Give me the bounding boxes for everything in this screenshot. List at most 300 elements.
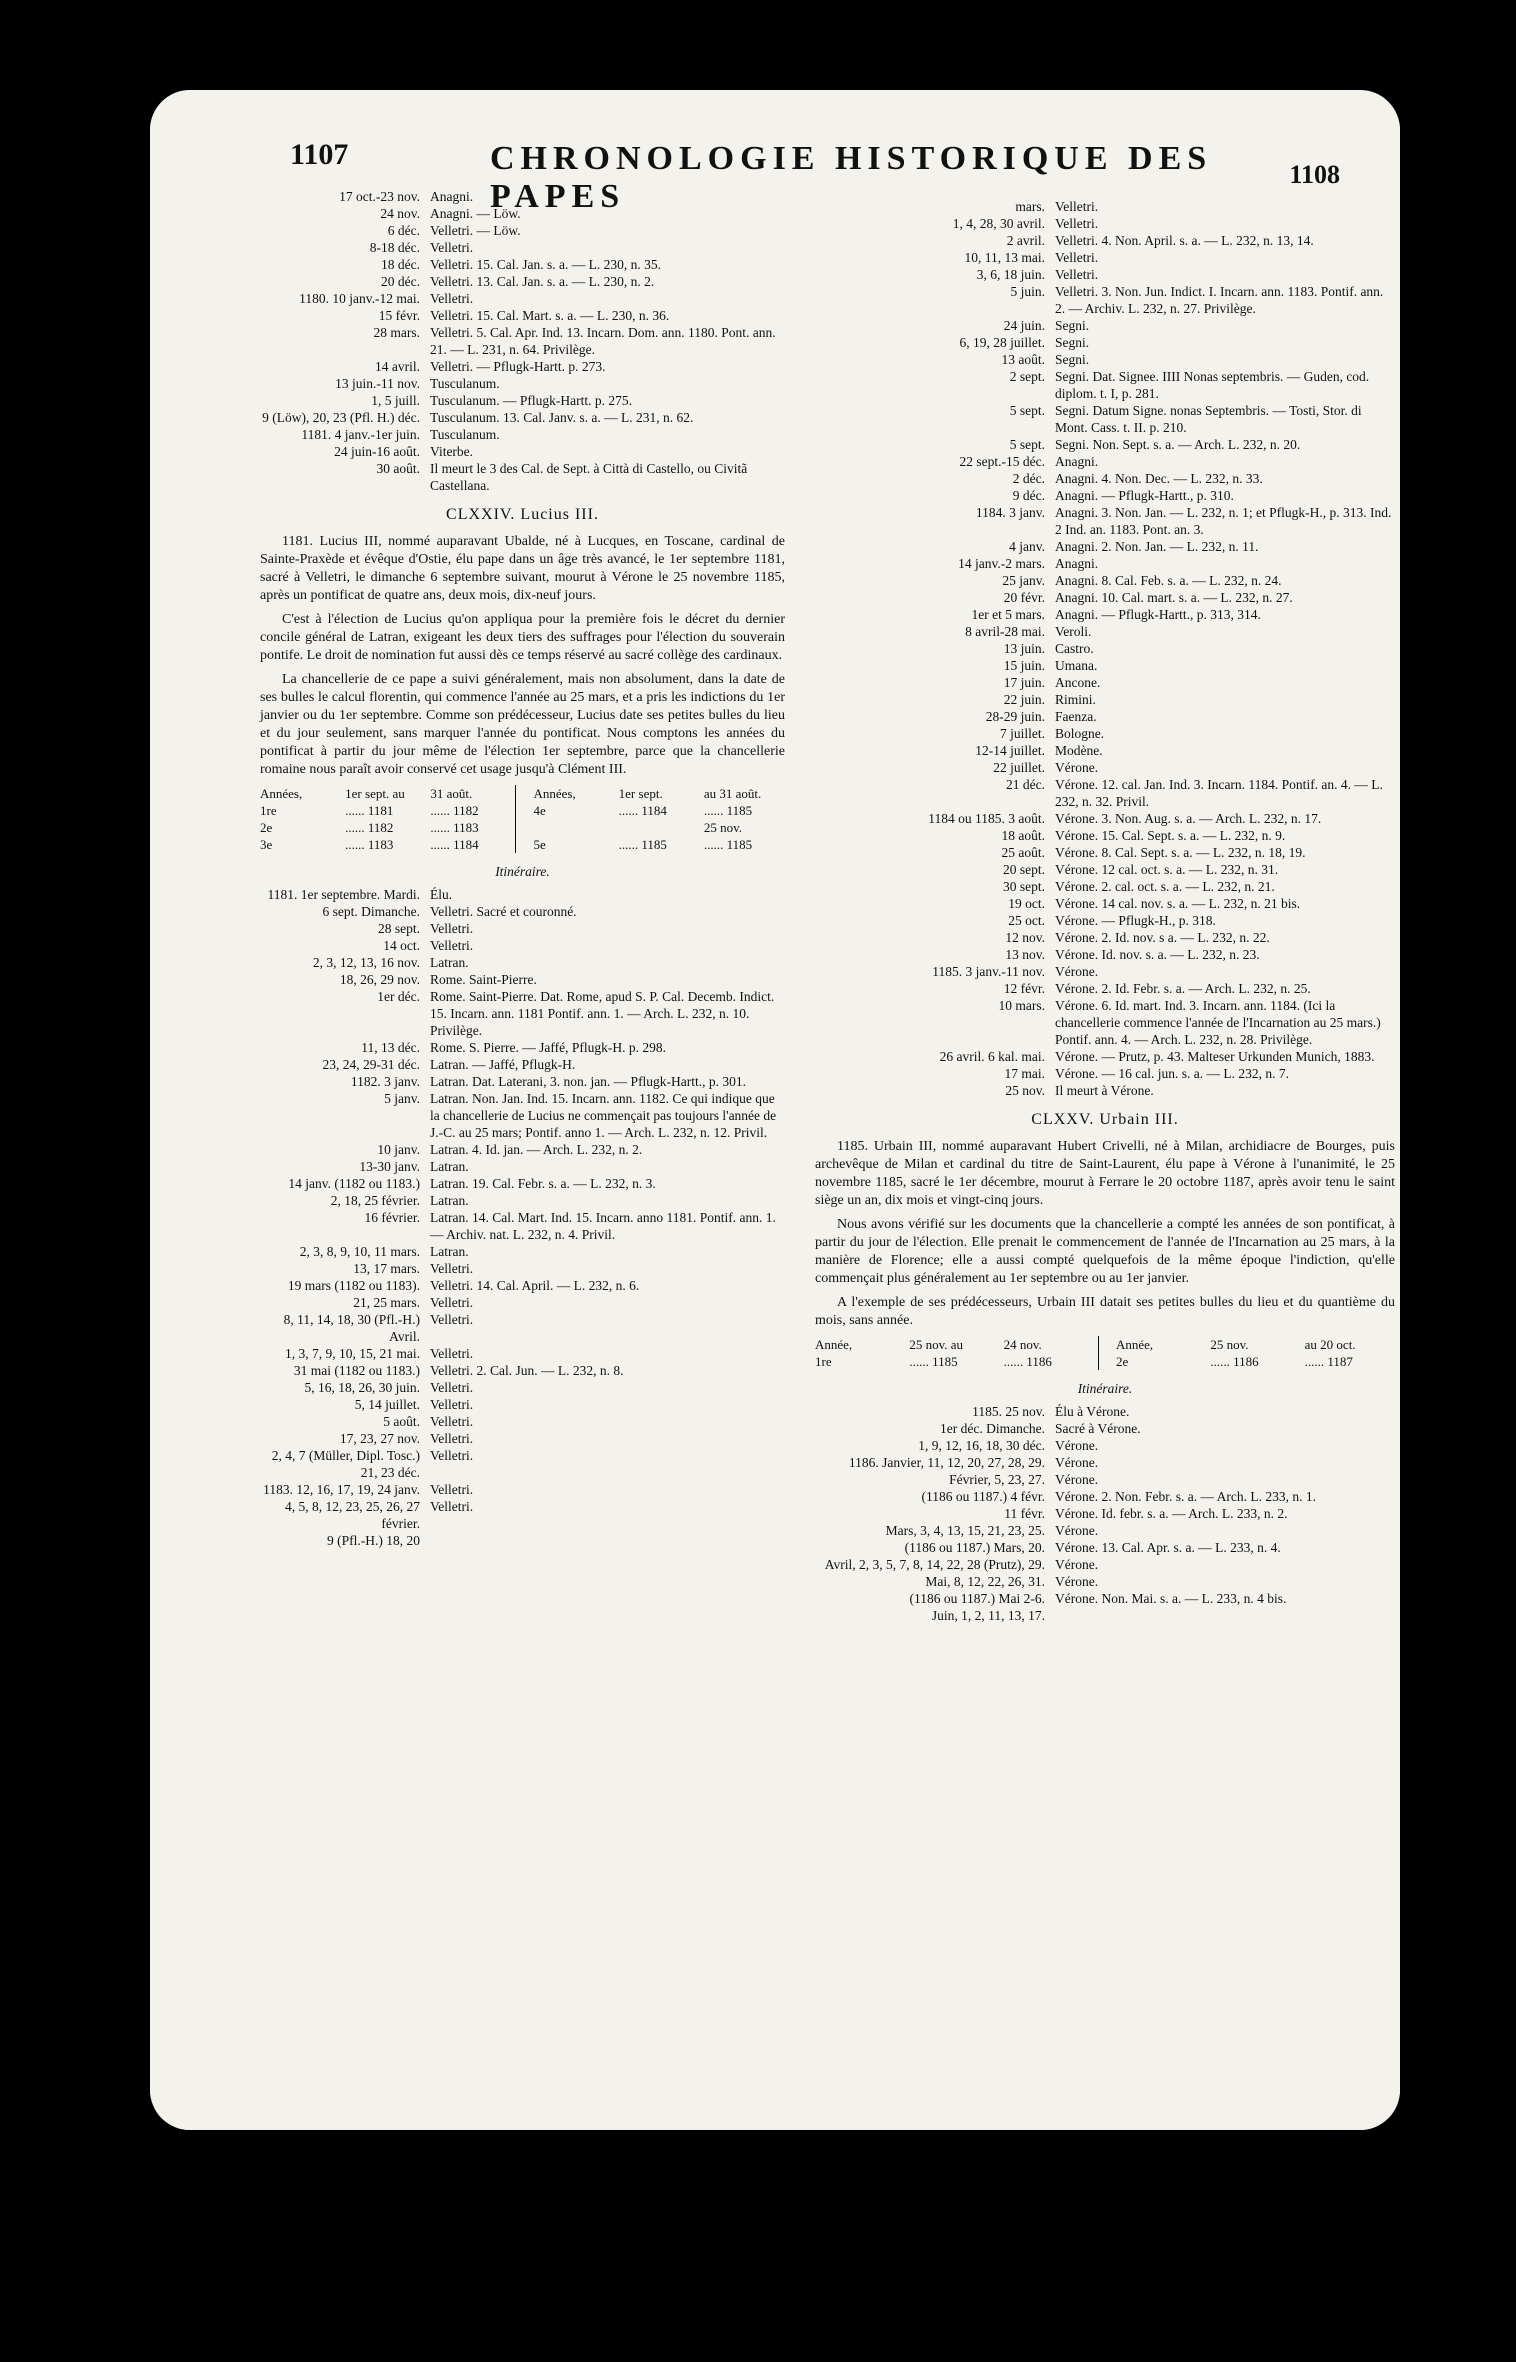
- table-cell: Année,: [1116, 1337, 1154, 1352]
- itinerary-row: [260, 1362, 785, 1379]
- entry-date: 22 sept.-15 déc.: [959, 454, 1045, 469]
- entry-place: Umana.: [1055, 658, 1098, 673]
- table-cell: 24 nov.: [1003, 1337, 1042, 1352]
- table-cell: ...... 1187: [1304, 1354, 1353, 1369]
- chronology-row: [815, 946, 1395, 963]
- chronology-row: [815, 232, 1395, 249]
- entry-date: 1180. 10 janv.-12 mai.: [299, 291, 420, 306]
- chronology-row: [815, 844, 1395, 861]
- entry-date: 10 janv.: [377, 1142, 420, 1157]
- entry-place: Latran. — Jaffé, Pflugk-H.: [430, 1057, 576, 1072]
- entry-place: Vérone. 13. Cal. Apr. s. a. — L. 233, n. 4.: [1055, 1540, 1281, 1555]
- entry-place: Vérone.: [1055, 1472, 1099, 1487]
- table-cell: 3e: [260, 837, 273, 852]
- entry-place: Anagni. — Pflugk-Hartt., p. 310.: [1055, 488, 1234, 503]
- itinerary-row: [260, 1277, 785, 1294]
- entry-place: Velletri.: [430, 1431, 474, 1446]
- entry-place: Velletri.: [430, 1295, 474, 1310]
- table-cell: au 31 août.: [703, 786, 762, 801]
- entry-date: 1184. 3 janv.: [975, 505, 1045, 520]
- entry-date: 1, 5 juill.: [371, 393, 420, 408]
- itinerary-row: [815, 1471, 1395, 1488]
- entry-place: Il meurt le 3 des Cal. de Sept. à Città di Castello, ou Civitã Castellana.: [430, 461, 748, 493]
- entry-place: [426, 1532, 785, 1549]
- entry-place: Velletri. 3. Non. Jun. Indict. I. Incarn. ann. 1183. Pontif. ann. 2. — Archiv. L. 232, n. 27. Privilège.: [1055, 284, 1384, 316]
- chronology-row: [260, 409, 785, 426]
- itinerary-row: [260, 971, 785, 988]
- entry-place: Velletri.: [1055, 199, 1099, 214]
- entry-place: Velletri.: [1055, 250, 1099, 265]
- entry-date: 5 août.: [383, 1414, 420, 1429]
- entry-date: 28 sept.: [378, 921, 420, 936]
- entry-date: 16 février.: [364, 1210, 420, 1225]
- table-cell: 5e: [533, 837, 546, 852]
- table-cell: ...... 1185: [618, 837, 667, 852]
- chronology-row: [815, 402, 1395, 436]
- table-cell: 25 nov.: [703, 820, 742, 835]
- entry-date: 28-29 juin.: [985, 709, 1045, 724]
- entry-place: Anagni.: [430, 189, 474, 204]
- entry-date: 1, 9, 12, 16, 18, 30 déc.: [918, 1438, 1045, 1453]
- chronology-row: [260, 375, 785, 392]
- entry-place: Velletri. 14. Cal. April. — L. 232, n. 6.: [430, 1278, 640, 1293]
- itinerary-row: [260, 1396, 785, 1413]
- table-cell: ...... 1184: [430, 837, 479, 852]
- entry-place: Élu à Vérone.: [1055, 1404, 1130, 1419]
- itinerary-row: [815, 1556, 1395, 1573]
- entry-place: Anagni. 4. Non. Dec. — L. 232, n. 33.: [1055, 471, 1263, 486]
- entry-place: Vérone. 3. Non. Aug. s. a. — Arch. L. 232, n. 17.: [1055, 811, 1322, 826]
- itinerary-row: [260, 1090, 785, 1141]
- body-paragraph: A l'exemple de ses prédécesseurs, Urbain III datait ses petites bulles du lieu et du quantième du mois, sans année.: [815, 1295, 1395, 1328]
- itinerary-row: [260, 1447, 785, 1481]
- entry-place: Velletri. 2. Cal. Jun. — L. 232, n. 8.: [430, 1363, 624, 1378]
- entry-date: 2, 3, 12, 13, 16 nov.: [312, 955, 420, 970]
- entry-place: Vérone. 2. Id. Febr. s. a. — Arch. L. 232, n. 25.: [1055, 981, 1311, 996]
- chronology-row: [815, 776, 1395, 810]
- page-title: CHRONOLOGIE HISTORIQUE DES PAPES: [490, 140, 1213, 215]
- entry-date: 4 janv.: [1009, 539, 1045, 554]
- entry-date: 7 juillet.: [1000, 726, 1045, 741]
- entry-place: Rome. S. Pierre. — Jaffé, Pflugk-H. p. 298.: [430, 1040, 666, 1055]
- entry-date: 22 juillet.: [993, 760, 1045, 775]
- table-cell: ...... 1185: [909, 1354, 958, 1369]
- entry-date: 5 janv.: [384, 1091, 420, 1106]
- chronology-row: [815, 827, 1395, 844]
- right-itinerary-list: [815, 1403, 1395, 1624]
- entry-date: 2, 4, 7 (Müller, Dipl. Tosc.) 21, 23 déc.: [271, 1448, 420, 1480]
- chronology-row: [815, 317, 1395, 334]
- entry-place: Vérone. 12. cal. Jan. Ind. 3. Incarn. 1184. Pontif. an. 4. — L. 232, n. 32. Privil.: [1055, 777, 1383, 809]
- chronology-row: [260, 392, 785, 409]
- chronology-row: [815, 504, 1395, 538]
- chronology-row: [815, 929, 1395, 946]
- entry-date: Juin, 1, 2, 11, 13, 17.: [931, 1608, 1045, 1623]
- chronology-row: [815, 997, 1395, 1048]
- itinerary-row: [260, 1413, 785, 1430]
- entry-place: Sacré à Vérone.: [1055, 1421, 1141, 1436]
- entry-date: Mai, 8, 12, 22, 26, 31.: [925, 1574, 1045, 1589]
- itinerary-row: [815, 1403, 1395, 1420]
- body-paragraph: 1185. Urbain III, nommé auparavant Hubert Crivelli, né à Milan, archidiacre de Bourges, puis archevêque de Milan et cardinal du titre de Saint-Laurent, élu pape à Vérone à l'unanimité, le 25 novembre 1185, sacré le 1er décembre, mourut à Ferrare le 20 octobre 1187, après avoir tenu le saint siège un an, dix mois et vingt-cinq jours.: [815, 1139, 1395, 1208]
- entry-date: 2 sept.: [1009, 369, 1045, 384]
- itinerary-row: [815, 1488, 1395, 1505]
- table-cell: Années,: [533, 786, 576, 801]
- entry-date: 9 (Löw), 20, 23 (Pfl. H.) déc.: [262, 410, 420, 425]
- entry-date: 1182. 3 janv.: [350, 1074, 420, 1089]
- chronology-row: [815, 589, 1395, 606]
- entry-date: 1er et 5 mars.: [971, 607, 1045, 622]
- entry-date: 6, 19, 28 juillet.: [959, 335, 1045, 350]
- entry-place: Bologne.: [1055, 726, 1105, 741]
- table-cell: ...... 1186: [1210, 1354, 1259, 1369]
- chronology-row: [260, 443, 785, 460]
- entry-date: 2, 18, 25 février.: [330, 1193, 420, 1208]
- entry-place: Anagni.: [1055, 454, 1099, 469]
- entry-date: 1er déc.: [377, 989, 420, 1004]
- chronology-row: [260, 460, 785, 494]
- chronology-row: [815, 249, 1395, 266]
- entry-date: 25 janv.: [1002, 573, 1045, 588]
- chronology-row: [260, 426, 785, 443]
- entry-place: Ancone.: [1055, 675, 1101, 690]
- chronology-row: [815, 436, 1395, 453]
- entry-place: Modène.: [1055, 743, 1103, 758]
- itinerary-row: [260, 1209, 785, 1243]
- itinerary-row: [260, 1294, 785, 1311]
- entry-date: 4, 5, 8, 12, 23, 25, 26, 27 février.: [285, 1499, 420, 1531]
- entry-place: Vérone.: [1055, 1523, 1099, 1538]
- entry-date: 15 févr.: [378, 308, 420, 323]
- chronology-row: [815, 538, 1395, 555]
- entry-date: 1181. 1er septembre. Mardi.: [267, 887, 420, 902]
- entry-place: Vérone. 2. Id. nov. s a. — L. 232, n. 22.: [1055, 930, 1270, 945]
- entry-place: Vérone. — Pflugk-H., p. 318.: [1055, 913, 1216, 928]
- entry-date: 20 sept.: [1003, 862, 1045, 877]
- chronology-row: [815, 640, 1395, 657]
- entry-place: Vérone. Id. febr. s. a. — Arch. L. 233, n. 2.: [1055, 1506, 1288, 1521]
- entry-place: Vérone. 12 cal. oct. s. a. — L. 232, n. 31.: [1055, 862, 1279, 877]
- entry-date: Mars, 3, 4, 13, 15, 21, 23, 25.: [885, 1523, 1045, 1538]
- chronology-row: [260, 222, 785, 239]
- itinerary-row: [260, 1498, 785, 1532]
- entry-date: 5 sept.: [1009, 437, 1045, 452]
- table-cell: 2e: [260, 820, 273, 835]
- entry-date: 25 août.: [1001, 845, 1045, 860]
- entry-date: 10 mars.: [998, 998, 1045, 1013]
- chronology-row: [815, 674, 1395, 691]
- entry-date: 13 nov.: [1005, 947, 1045, 962]
- entry-date: 1186. Janvier, 11, 12, 20, 27, 28, 29.: [848, 1455, 1045, 1470]
- itinerary-row: [260, 1345, 785, 1362]
- entry-date: 23, 24, 29-31 déc.: [322, 1057, 420, 1072]
- entry-date: 1185. 3 janv.-11 nov.: [932, 964, 1045, 979]
- entry-date: 13 juin.-11 nov.: [335, 376, 420, 391]
- entry-date: 1181. 4 janv.-1er juin.: [301, 427, 420, 442]
- chronology-row: [260, 205, 785, 222]
- entry-date: 1er déc. Dimanche.: [940, 1421, 1045, 1436]
- table-cell: au 20 oct.: [1304, 1337, 1356, 1352]
- chronology-row: [815, 963, 1395, 980]
- chronology-row: [815, 1082, 1395, 1099]
- entry-place: Vérone. Id. nov. s. a. — L. 232, n. 23.: [1055, 947, 1260, 962]
- left-top-list: [260, 188, 785, 494]
- entry-place: Vérone.: [1055, 1438, 1099, 1453]
- left-paragraphs: [260, 533, 785, 779]
- entry-place: Vérone. 2. Non. Febr. s. a. — Arch. L. 233, n. 1.: [1055, 1489, 1316, 1504]
- chronology-row: [260, 324, 785, 358]
- entry-date: 20 déc.: [381, 274, 420, 289]
- itinerary-row: [260, 1175, 785, 1192]
- entry-place: Velletri.: [430, 1380, 474, 1395]
- itinerary-row: [260, 1056, 785, 1073]
- itinerary-row: [260, 1532, 785, 1549]
- table-cell: ...... 1181: [345, 803, 394, 818]
- table-cell: 2e: [1116, 1354, 1129, 1369]
- chronology-row: [815, 810, 1395, 827]
- entry-date: 30 août.: [376, 461, 420, 476]
- entry-date: (1186 ou 1187.) Mai 2-6.: [909, 1591, 1045, 1606]
- chronology-row: [815, 368, 1395, 402]
- chronology-row: [815, 708, 1395, 725]
- itinerary-row: [260, 1141, 785, 1158]
- table-divider: [515, 785, 529, 802]
- entry-place: Velletri. Sacré et couronné.: [430, 904, 577, 919]
- entry-place: Tusculanum. — Pflugk-Hartt. p. 275.: [430, 393, 632, 408]
- itinerary-row: [260, 903, 785, 920]
- chronology-row: [815, 198, 1395, 215]
- entry-date: 14 avril.: [375, 359, 420, 374]
- table-cell: ...... 1182: [345, 820, 394, 835]
- table-divider: [515, 836, 529, 853]
- entry-place: Velletri.: [430, 921, 474, 936]
- table-cell: ...... 1186: [1003, 1354, 1052, 1369]
- table-cell: Année,: [815, 1337, 853, 1352]
- itinerary-row: [815, 1590, 1395, 1607]
- chronology-row: [815, 691, 1395, 708]
- entry-date: (1186 ou 1187.) 4 févr.: [921, 1489, 1045, 1504]
- entry-date: 17 mai.: [1004, 1066, 1045, 1081]
- chronology-row: [260, 273, 785, 290]
- itinerary-row: [815, 1420, 1395, 1437]
- entry-place: Il meurt à Vérone.: [1055, 1083, 1154, 1098]
- entry-date: 17, 23, 27 nov.: [339, 1431, 420, 1446]
- table-divider: [515, 819, 529, 836]
- chronology-row: [260, 256, 785, 273]
- entry-place: Velletri.: [1055, 216, 1099, 231]
- body-paragraph: La chancellerie de ce pape a suivi généralement, mais non absolument, dans la date de ses bulles le calcul florentin, qui commence l'année au 25 mars, et a pris les indictions du 1er janvier ou du 1er septembre. Comme son prédécesseur, Lucius date ses petites bulles du lieu et du jour seulement, sans marquer l'année du pontificat. Nous comptons les années du pontificat à partir du jour même de l'élection 1er septembre, parce que la chancellerie romaine nous paraît avoir conservé cet usage jusqu'à Clément III.: [260, 672, 785, 777]
- entry-place: Segni.: [1055, 318, 1090, 333]
- chronology-row: [260, 239, 785, 256]
- entry-date: 5, 14 juillet.: [354, 1397, 420, 1412]
- entry-place: Rimini.: [1055, 692, 1096, 707]
- chronology-row: [815, 572, 1395, 589]
- itinerary-row: [260, 1430, 785, 1447]
- entry-place: Latran.: [430, 955, 469, 970]
- chronology-row: [260, 307, 785, 324]
- entry-date: 31 mai (1182 ou 1183.): [293, 1363, 420, 1378]
- itinerary-row: [260, 1243, 785, 1260]
- table-divider: [1098, 1336, 1112, 1353]
- entry-date: 3, 6, 18 juin.: [976, 267, 1045, 282]
- chronology-row: [815, 725, 1395, 742]
- itinerary-row: [260, 1192, 785, 1209]
- entry-place: Velletri.: [430, 1397, 474, 1412]
- entry-place: Velletri. 15. Cal. Mart. s. a. — L. 230, n. 36.: [430, 308, 670, 323]
- table-cell: 1er sept.: [618, 786, 663, 801]
- entry-place: Anagni. — Löw.: [430, 206, 521, 221]
- chronology-row: [815, 878, 1395, 895]
- entry-date: 24 juin-16 août.: [334, 444, 420, 459]
- itinerary-row: [260, 1039, 785, 1056]
- entry-date: 14 oct.: [383, 938, 420, 953]
- entry-place: Vérone. — 16 cal. jun. s. a. — L. 232, n. 7.: [1055, 1066, 1289, 1081]
- entry-place: Latran. 14. Cal. Mart. Ind. 15. Incarn. anno 1181. Pontif. ann. 1. — Archiv. nat. L. 232, n. 4. Privil.: [430, 1210, 776, 1242]
- entry-date: 24 juin.: [1003, 318, 1045, 333]
- left-itinerary-list: [260, 886, 785, 1549]
- entry-date: 9 (Pfl.-H.) 18, 20: [327, 1533, 420, 1548]
- entry-date: 1, 3, 7, 9, 10, 15, 21 mai.: [285, 1346, 420, 1361]
- right-top-list: [815, 198, 1395, 1099]
- table-cell: 25 nov.: [1210, 1337, 1249, 1352]
- entry-date: 25 oct.: [1008, 913, 1045, 928]
- entry-place: [1051, 1607, 1395, 1624]
- chronology-row: [815, 555, 1395, 572]
- itinerary-row: [815, 1505, 1395, 1522]
- entry-date: 12 févr.: [1003, 981, 1045, 996]
- chronology-row: [815, 1065, 1395, 1082]
- entry-date: 30 sept.: [1003, 879, 1045, 894]
- entry-date: 1183. 12, 16, 17, 19, 24 janv.: [263, 1482, 420, 1497]
- entry-place: Vérone. 2. cal. oct. s. a. — L. 232, n. 21.: [1055, 879, 1275, 894]
- chronology-row: [260, 188, 785, 205]
- entry-date: 13, 17 mars.: [353, 1261, 420, 1276]
- entry-place: Anagni. 8. Cal. Feb. s. a. — L. 232, n. 24.: [1055, 573, 1282, 588]
- entry-place: Velletri. 15. Cal. Jan. s. a. — L. 230, n. 35.: [430, 257, 661, 272]
- entry-place: Velletri.: [430, 1448, 474, 1463]
- itinerary-row: [815, 1573, 1395, 1590]
- entry-place: Latran. Dat. Laterani, 3. non. jan. — Pflugk-Hartt., p. 301.: [430, 1074, 747, 1089]
- table-divider: [515, 802, 529, 819]
- entry-place: Faenza.: [1055, 709, 1097, 724]
- entry-place: Anagni. — Pflugk-Hartt., p. 313, 314.: [1055, 607, 1261, 622]
- entry-place: Castro.: [1055, 641, 1094, 656]
- entry-date: 28 mars.: [373, 325, 420, 340]
- right-paragraphs: [815, 1138, 1395, 1330]
- chronology-row: [815, 334, 1395, 351]
- entry-date: 8 avril-28 mai.: [965, 624, 1045, 639]
- itinerary-row: [815, 1539, 1395, 1556]
- entry-date: 1185. 25 nov.: [972, 1404, 1045, 1419]
- chronology-row: [815, 283, 1395, 317]
- entry-date: 21 déc.: [1006, 777, 1045, 792]
- table-cell: ...... 1183: [430, 820, 479, 835]
- years-table-urbain: [815, 1336, 1395, 1370]
- entry-place: Viterbe.: [430, 444, 474, 459]
- itinerary-row: [260, 954, 785, 971]
- itinerary-row: [815, 1607, 1395, 1624]
- entry-place: Velletri.: [430, 1482, 474, 1497]
- itinerary-row: [260, 1073, 785, 1090]
- table-cell: ...... 1182: [430, 803, 479, 818]
- chronology-row: [815, 623, 1395, 640]
- entry-place: Latran.: [430, 1244, 469, 1259]
- entry-date: 2 déc.: [1012, 471, 1045, 486]
- table-cell: ...... 1183: [345, 837, 394, 852]
- entry-date: 1184 ou 1185. 3 août.: [928, 811, 1045, 826]
- entry-place: Élu.: [430, 887, 453, 902]
- chronology-row: [815, 487, 1395, 504]
- entry-date: 20 févr.: [1003, 590, 1045, 605]
- entry-date: 11 févr.: [1004, 1506, 1045, 1521]
- entry-place: Vérone. 14 cal. nov. s. a. — L. 232, n. 21 bis.: [1055, 896, 1301, 911]
- entry-date: 10, 11, 13 mai.: [964, 250, 1045, 265]
- section-title-urbain: CLXXV. Urbain III.: [1031, 1111, 1179, 1128]
- entry-date: 5 sept.: [1009, 403, 1045, 418]
- chronology-row: [815, 980, 1395, 997]
- entry-place: Velletri.: [430, 1346, 474, 1361]
- table-cell: Années,: [260, 786, 303, 801]
- entry-place: Velletri.: [1055, 267, 1099, 282]
- entry-place: Vérone.: [1055, 760, 1099, 775]
- itinerary-row: [260, 920, 785, 937]
- itinerary-row: [260, 1481, 785, 1498]
- table-cell: 1er sept. au: [345, 786, 405, 801]
- entry-place: Velletri.: [430, 1312, 474, 1327]
- page-number-right: 1108: [1289, 160, 1340, 189]
- table-cell: ...... 1185: [703, 803, 753, 818]
- entry-date: 13-30 janv.: [359, 1159, 420, 1174]
- entry-date: 18 déc.: [381, 257, 420, 272]
- chronology-row: [815, 861, 1395, 878]
- entry-date: 5, 16, 18, 26, 30 juin.: [304, 1380, 420, 1395]
- chronology-row: [815, 1048, 1395, 1065]
- entry-date: 25 nov.: [1005, 1083, 1045, 1098]
- chronology-row: [815, 742, 1395, 759]
- entry-place: Velletri.: [430, 938, 474, 953]
- chronology-row: [815, 759, 1395, 776]
- entry-date: 6 sept. Dimanche.: [322, 904, 420, 919]
- entry-date: 9 déc.: [1012, 488, 1045, 503]
- itinerary-row: [260, 937, 785, 954]
- entry-place: Rome. Saint-Pierre.: [430, 972, 537, 987]
- entry-place: Tusculanum.: [430, 427, 500, 442]
- entry-date: 2, 3, 8, 9, 10, 11 mars.: [299, 1244, 420, 1259]
- years-table-lucius: [260, 785, 785, 853]
- table-cell: ...... 1184: [618, 803, 667, 818]
- table-cell: ...... 1185: [703, 837, 753, 852]
- chronology-row: [815, 215, 1395, 232]
- entry-date: 18, 26, 29 nov.: [339, 972, 420, 987]
- entry-place: Velletri. — Löw.: [430, 223, 521, 238]
- entry-place: Anagni. 3. Non. Jan. — L. 232, n. 1; et Pflugk-H., p. 313. Ind. 2 Ind. an. 1183. Pont. an. 3.: [1055, 505, 1392, 537]
- entry-place: Latran. Non. Jan. Ind. 15. Incarn. ann. 1182. Ce qui indique que la chancellerie de Lucius ne commençait pas toujours l'année de J.-C. au 25 mars; Pontif. anno 1. — Arch. L. 232, n. 12. Privil.: [430, 1091, 777, 1140]
- entry-place: Segni.: [1055, 335, 1090, 350]
- entry-place: Vérone.: [1055, 1455, 1099, 1470]
- chronology-row: [815, 470, 1395, 487]
- itinerary-row: [815, 1454, 1395, 1471]
- entry-place: Latran. 19. Cal. Febr. s. a. — L. 232, n. 3.: [430, 1176, 656, 1191]
- table-cell: 25 nov. au: [909, 1337, 964, 1352]
- section-title-lucius: CLXXIV. Lucius III.: [446, 506, 599, 523]
- entry-place: Segni. Non. Sept. s. a. — Arch. L. 232, n. 20.: [1055, 437, 1301, 452]
- entry-place: Segni.: [1055, 352, 1090, 367]
- entry-place: Velletri. 4. Non. April. s. a. — L. 232, n. 13, 14.: [1055, 233, 1314, 248]
- entry-date: 14 janv. (1182 ou 1183.): [288, 1176, 420, 1191]
- chronology-row: [815, 606, 1395, 623]
- entry-place: Vérone.: [1055, 1557, 1099, 1572]
- chronology-row: [815, 912, 1395, 929]
